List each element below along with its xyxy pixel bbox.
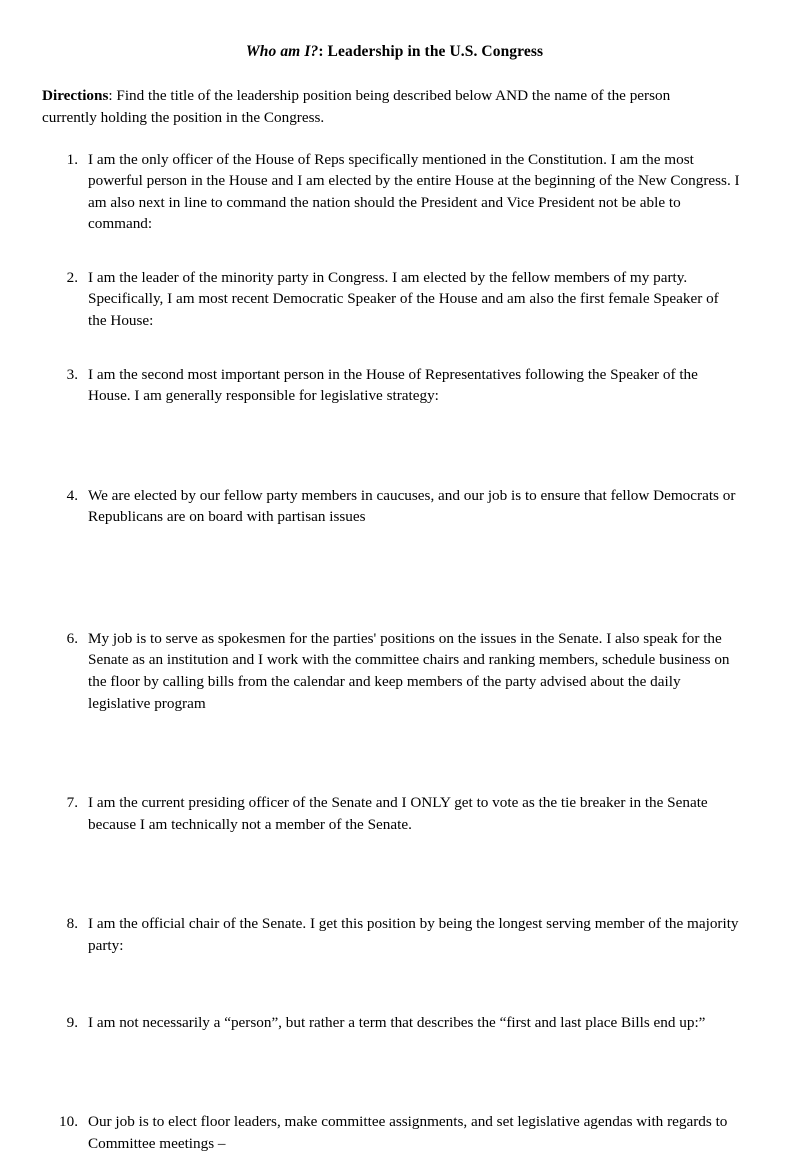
question-number: 4. xyxy=(66,486,78,504)
page-title-lead: Who am I? xyxy=(245,43,319,60)
directions-paragraph xyxy=(42,85,747,128)
question-item xyxy=(42,267,747,332)
directions-body: : Find the title of the leadership position being described below AND the name of the person currently holding the position in the Congress. xyxy=(42,87,671,126)
question-item xyxy=(42,1012,747,1034)
question-text: I am the second most important person in the House of Representatives following the Speaker of the House. I am generally responsible for legislative strategy: xyxy=(88,365,698,405)
page-title-rest: : Leadership in the U.S. Congress xyxy=(318,43,544,60)
question-list xyxy=(42,149,747,1154)
question-number: 8. xyxy=(66,915,78,933)
question-text: Our job is to elect floor leaders, make committee assignments, and set legislative agendas with regards to Committee meetings – xyxy=(88,1113,728,1152)
question-item xyxy=(42,364,747,407)
question-number: 6. xyxy=(66,629,78,647)
question-item xyxy=(42,628,747,714)
question-item xyxy=(42,149,747,235)
question-number: 9. xyxy=(66,1013,78,1031)
question-text: I am the official chair of the Senate. I get this position by being the longest serving member of the majority party: xyxy=(88,915,739,954)
question-text: My job is to serve as spokesmen for the parties' positions on the issues in the Senate. I also speak for the Senate as an institution and I work with the committee chairs and ranking members, schedule business on the floor by calling bills from the calendar and keep members of the party advised about the daily legislative program xyxy=(88,629,730,712)
question-text: I am the current presiding officer of the Senate and I ONLY get to vote as the tie breaker in the Senate because I am technically not a member of the Senate. xyxy=(88,794,708,833)
question-number: 3. xyxy=(66,365,78,383)
question-number: 1. xyxy=(66,150,78,168)
question-text: I am the leader of the minority party in Congress. I am elected by the fellow members of my party. Specifically, I am most recent Democratic Speaker of the House and am also the first female Speaker of the House: xyxy=(88,268,719,329)
question-item xyxy=(42,792,747,835)
page-title xyxy=(42,42,747,61)
question-text: I am not necessarily a “person”, but rather a term that describes the “first and last place Bills end up:” xyxy=(88,1013,706,1031)
question-number: 2. xyxy=(66,268,78,286)
question-number: 10. xyxy=(59,1113,78,1131)
question-item xyxy=(42,913,747,956)
question-text: We are elected by our fellow party members in caucuses, and our job is to ensure that fellow Democrats or Republicans are on board with partisan issues xyxy=(88,486,736,526)
question-item xyxy=(42,485,747,528)
question-text: I am the only officer of the House of Reps specifically mentioned in the Constitution. I am the most powerful person in the House and I am elected by the entire House at the beginning of the New Congress. I am also next in line to command the nation should the President and Vice President not be able to command: xyxy=(88,150,740,233)
question-number: 7. xyxy=(66,794,78,812)
directions-label: Directions xyxy=(42,87,109,105)
question-item xyxy=(42,1111,747,1154)
